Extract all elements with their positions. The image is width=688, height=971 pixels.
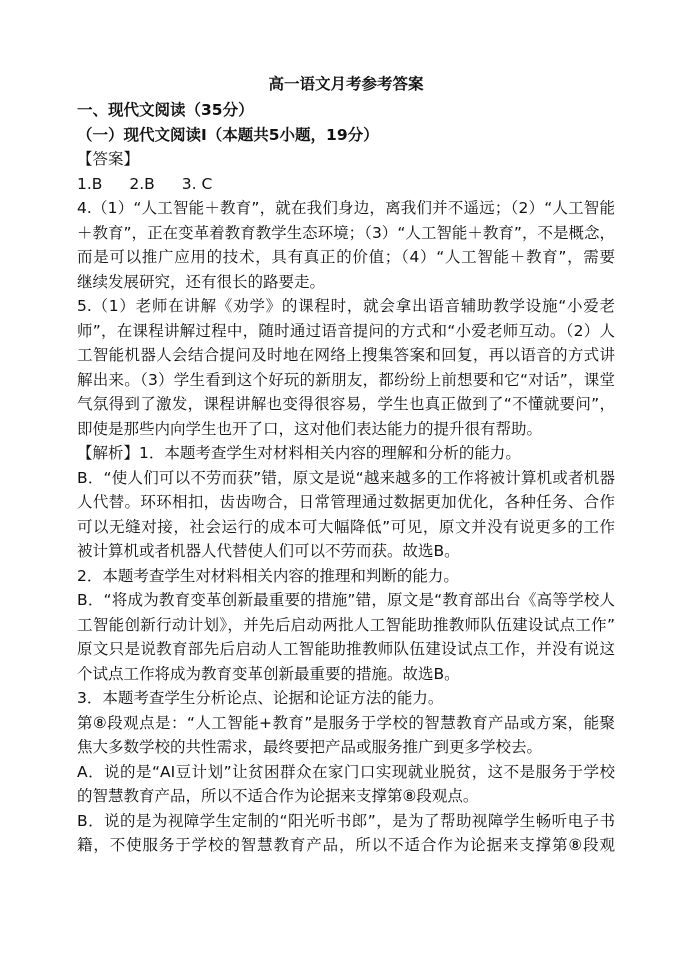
text-line: 5.（1）老师在讲解《劝学》的课程时，就会拿出语音辅助教学设施“小爱老 [77, 297, 615, 315]
analysis-heading: 【解析】1．本题考查学生对材料相关内容的理解和分析的能力。 [77, 444, 521, 462]
text-line: 籍，不使服务于学校的智慧教育产品，所以不适合作为论据来支撑第⑧段观 [77, 836, 615, 854]
text-line: A．说的是“AI豆计划”让贫困群众在家门口实现就业脱贫，这不是服务于学校 [77, 762, 615, 781]
subsection-heading: （一）现代文阅读Ⅰ（本题共5小题，19分） [77, 125, 379, 144]
choice-answer: 1.B [77, 174, 103, 193]
text-line: 即使是那些内向学生也开了口，这对他们表达能力的提升很有帮助。 [77, 419, 543, 438]
choice-answers [77, 172, 615, 197]
document-page [77, 72, 615, 858]
text-line: 原文只是说教育部先后启动人工智能助推教师队伍建设试点工作，并没有说这 [77, 640, 615, 658]
page-title: 高一语文月考参考答案 [268, 75, 424, 93]
text-line: 3．本题考查学生分析论点、论据和论证方法的能力。 [77, 689, 444, 707]
text-line: 工智能创新行动计划》，并先后启动两批人工智能助推教师队伍建设试点工作” [77, 615, 615, 634]
text-line: 工智能机器人会结合提问及时地在网络上搜集答案和回复，再以语音的方式讲 [77, 346, 615, 364]
text-line: B．“使人们可以不劳而获”错，原文是说“越来越多的工作将被计算机或者机器 [77, 468, 615, 487]
text-line: 气氛得到了激发，课程讲解也变得很容易，学生也真正做到了“不懂就要问”， [77, 395, 615, 413]
text-line: ＋教育”，正在变革着教育教学生态环境；（3）“人工智能＋教育”，不是概念， [77, 223, 615, 242]
choice-answer: 3. C [181, 174, 213, 193]
answer-label: 【答案】 [77, 150, 140, 168]
text-line: 可以无缝对接，社会运行的成本可大幅降低”可见，原文并没有说更多的工作 [77, 517, 615, 536]
text-line: 继续发展研究，还有很长的路要走。 [77, 272, 326, 291]
text-line: 解出来。（3）学生看到这个好玩的新朋友，都纷纷上前想要和它“对话”，课堂 [77, 370, 615, 389]
text-line: 个试点工作将成为教育变革创新最重要的措施。故选B。 [77, 664, 460, 683]
choice-answer: 2.B [129, 174, 155, 193]
text-line: 而是可以推广应用的技术，具有真正的价值；（4）“人工智能＋教育”，需要 [77, 248, 615, 266]
text-line: B．“将成为教育变革创新最重要的措施”错，原文是“教育部出台《高等学校人 [77, 591, 615, 609]
text-line: 焦大多数学校的共性需求，最终要把产品或服务推广到更多学校去。 [77, 738, 543, 756]
section-heading: 一、现代文阅读（35分） [77, 101, 254, 119]
text-line: 2．本题考查学生对材料相关内容的推理和判断的能力。 [77, 566, 459, 585]
text-line: 的智慧教育产品，所以不适合作为论据来支撑第⑧段观点。 [77, 787, 479, 805]
text-line: 人代替。环环相扣，齿齿吻合，日常管理通过数据更加优化，各种任务、合作 [77, 493, 615, 511]
text-line: 被计算机或者机器人代替使人们可以不劳而获。故选B。 [77, 542, 460, 560]
text-line: B．说的是为视障学生定制的“阳光听书郎”，是为了帮助视障学生畅听电子书 [77, 811, 615, 830]
text-line: 师”，在课程讲解过程中，随时通过语音提问的方式和“小爱老师互动。（2）人 [77, 321, 615, 340]
text-line: 第⑧段观点是：“人工智能+教育”是服务于学校的智慧教育产品或方案，能聚 [77, 713, 615, 732]
text-line: 4.（1）“人工智能＋教育”，就在我们身边，离我们并不遥远；（2）“人工智能 [77, 199, 615, 217]
